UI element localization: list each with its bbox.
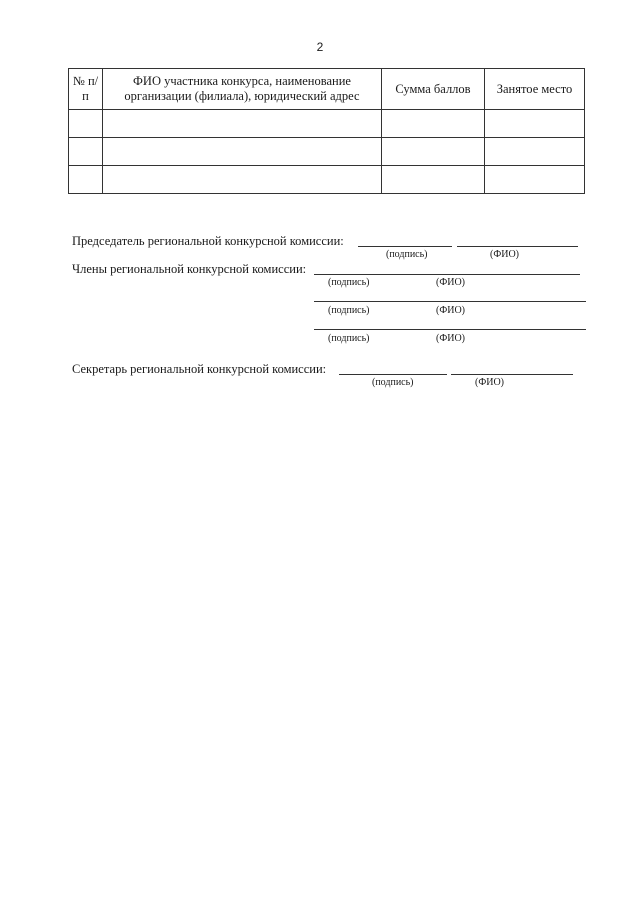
- table-cell: [69, 138, 103, 166]
- chairman-label: Председатель региональной конкурсной комиссии:: [72, 234, 344, 248]
- table-header-row: [69, 69, 585, 110]
- chairman-signature-caption: (подпись): [386, 249, 428, 260]
- table-cell: [485, 110, 585, 138]
- table-cell: [485, 138, 585, 166]
- table-cell: [103, 138, 382, 166]
- secretary-signature-line: [339, 374, 447, 375]
- results-table: [68, 68, 585, 194]
- chairman-name-line: [457, 246, 578, 247]
- member-2-signature-caption: (подпись): [328, 305, 370, 316]
- column-header-number: № п/п: [69, 69, 103, 110]
- table-cell: [103, 110, 382, 138]
- member-2-signature-line: [314, 301, 586, 302]
- member-1-signature-line: [314, 274, 580, 275]
- chairman-name-caption: (ФИО): [490, 249, 520, 260]
- column-header-place: Занятое место: [485, 69, 585, 110]
- column-header-score-sum: Сумма баллов: [382, 69, 485, 110]
- secretary-name-line: [451, 374, 573, 375]
- secretary-name-caption: (ФИО): [475, 377, 505, 388]
- member-3-signature-line: [314, 329, 586, 330]
- member-3-name-caption: (ФИО): [436, 333, 466, 344]
- chairman-signature-line: [358, 246, 452, 247]
- table-cell: [382, 110, 485, 138]
- member-1-signature-caption: (подпись): [328, 277, 370, 288]
- secretary-label: Секретарь региональной конкурсной комиссии:: [72, 362, 327, 376]
- table-cell: [382, 138, 485, 166]
- members-label: Члены региональной конкурсной комиссии:: [72, 262, 307, 276]
- member-1-name-caption: (ФИО): [436, 277, 466, 288]
- table-cell: [69, 166, 103, 194]
- table-cell: [382, 166, 485, 194]
- table-row: [69, 166, 585, 194]
- table-row: [69, 110, 585, 138]
- member-2-name-caption: (ФИО): [436, 305, 466, 316]
- table-row: [69, 138, 585, 166]
- table-cell: [69, 110, 103, 138]
- member-3-signature-caption: (подпись): [328, 333, 370, 344]
- table-cell: [103, 166, 382, 194]
- secretary-signature-caption: (подпись): [372, 377, 414, 388]
- table-cell: [485, 166, 585, 194]
- page-number: 2: [316, 40, 324, 54]
- column-header-participant: ФИО участника конкурса, наименование организации (филиала), юридический адрес: [103, 69, 382, 110]
